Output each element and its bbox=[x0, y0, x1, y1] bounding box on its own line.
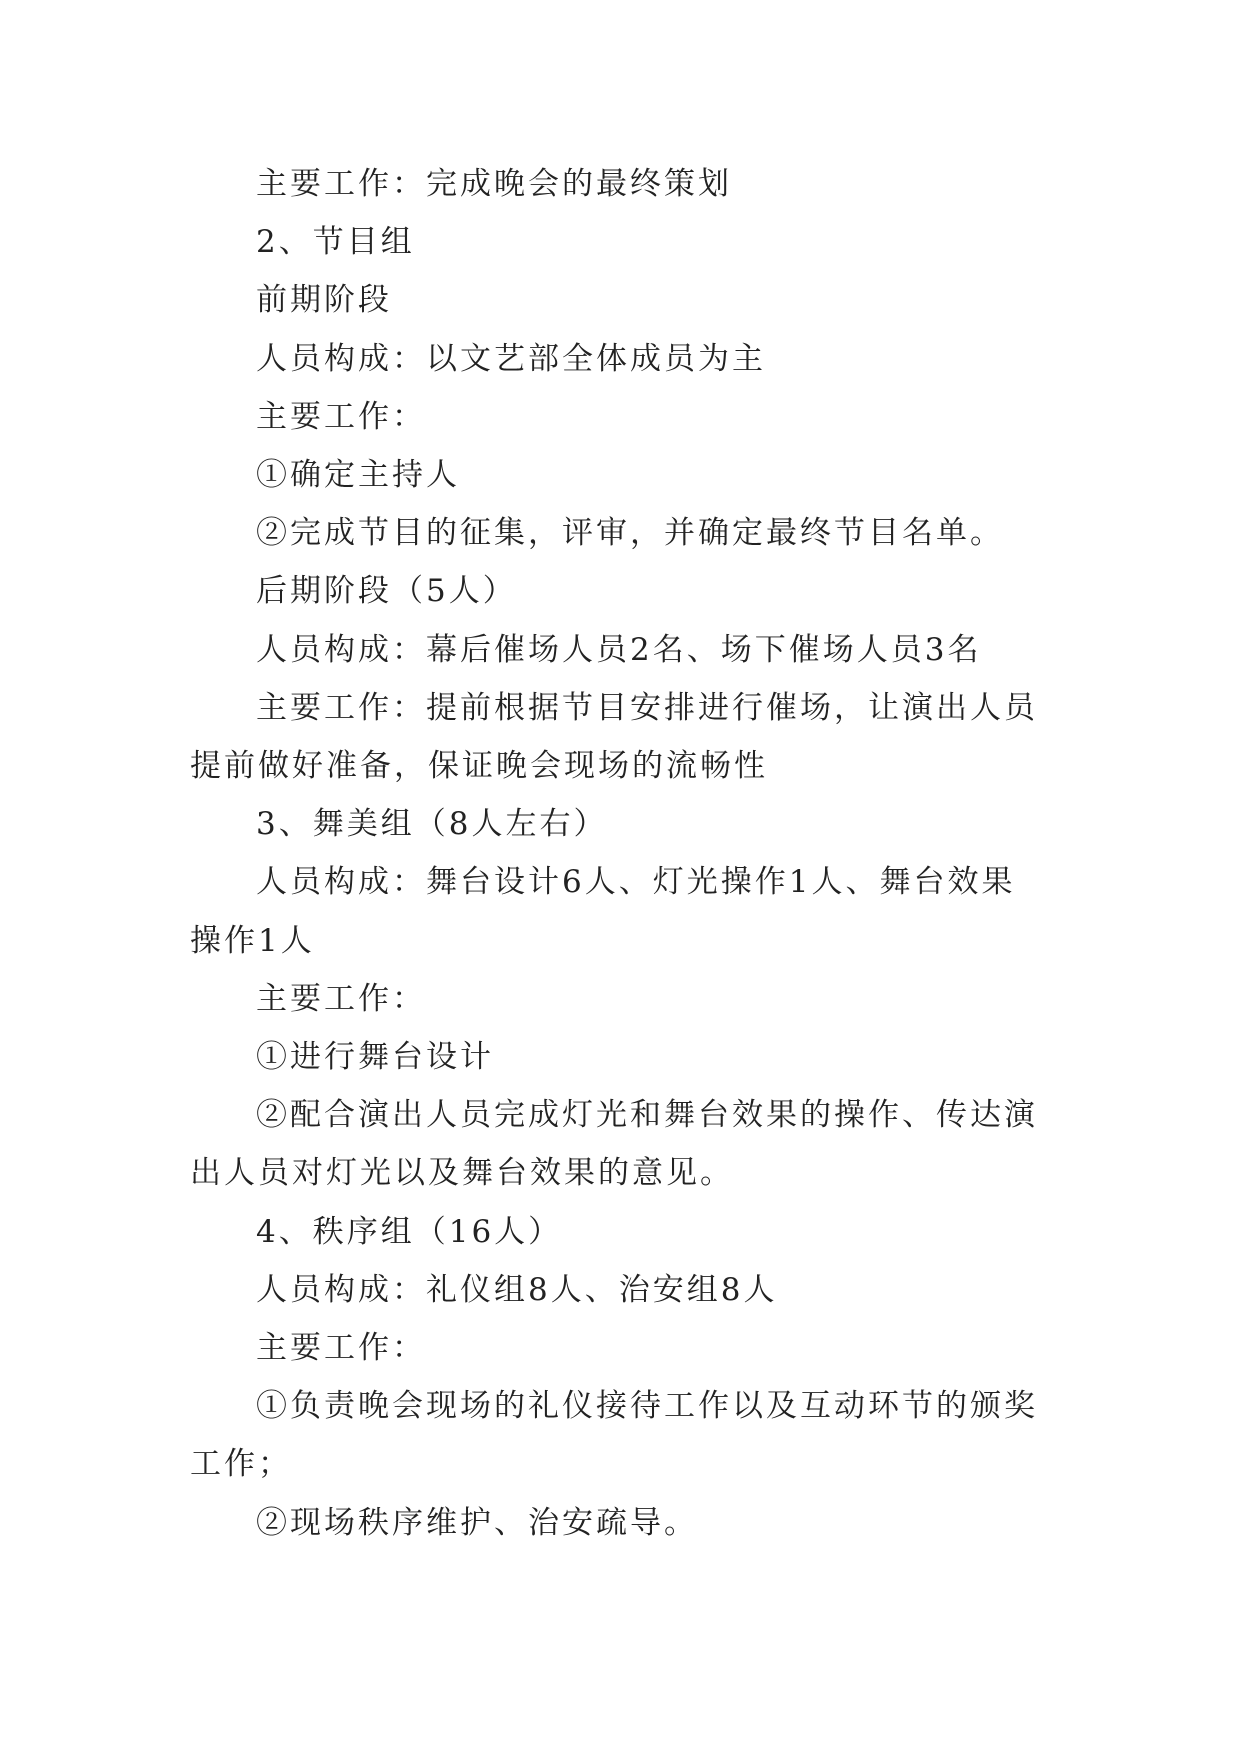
paragraph-early-stage-members: 人员构成：以文艺部全体成员为主 bbox=[256, 340, 766, 377]
paragraph-main-work-planning: 主要工作：完成晚会的最终策划 bbox=[256, 166, 732, 202]
heading-program-group: 2、节目组 bbox=[256, 224, 415, 261]
heading-stage-design-group: 3、舞美组（8人左右） bbox=[256, 806, 608, 843]
paragraph-stage-design-members: 人员构成：舞台设计6人、灯光操作1人、舞台效果操作1人 bbox=[190, 864, 1016, 959]
paragraph-late-stage-work: 主要工作：提前根据节目安排进行催场，让演出人员提前做好准备，保证晚会现场的流畅性 bbox=[190, 689, 1038, 785]
list-item-program-selection: ②完成节目的征集，评审，并确定最终节目名单。 bbox=[256, 515, 1004, 552]
heading-order-group: 4、秩序组（16人） bbox=[256, 1213, 563, 1250]
subheading-late-stage: 后期阶段（5人） bbox=[256, 573, 517, 610]
paragraph-order-group-members: 人员构成：礼仪组8人、治安组8人 bbox=[256, 1271, 778, 1308]
document-body bbox=[190, 155, 1046, 1552]
paragraph-main-work-label: 主要工作： bbox=[256, 1330, 426, 1367]
list-item-stage-design: ①进行舞台设计 bbox=[256, 1039, 494, 1076]
list-item-etiquette: ①负责晚会现场的礼仪接待工作以及互动环节的颁奖工作； bbox=[190, 1388, 1038, 1483]
list-item-security: ②现场秩序维护、治安疏导。 bbox=[256, 1504, 698, 1541]
list-item-lighting-effects: ②配合演出人员完成灯光和舞台效果的操作、传达演出人员对灯光以及舞台效果的意见。 bbox=[190, 1097, 1038, 1192]
paragraph-late-stage-members: 人员构成：幕后催场人员2名、场下催场人员3名 bbox=[256, 631, 982, 668]
subheading-early-stage: 前期阶段 bbox=[256, 282, 392, 319]
paragraph-main-work-label: 主要工作： bbox=[256, 980, 426, 1017]
paragraph-main-work-label: 主要工作： bbox=[256, 398, 426, 435]
list-item-host: ①确定主持人 bbox=[256, 457, 460, 494]
